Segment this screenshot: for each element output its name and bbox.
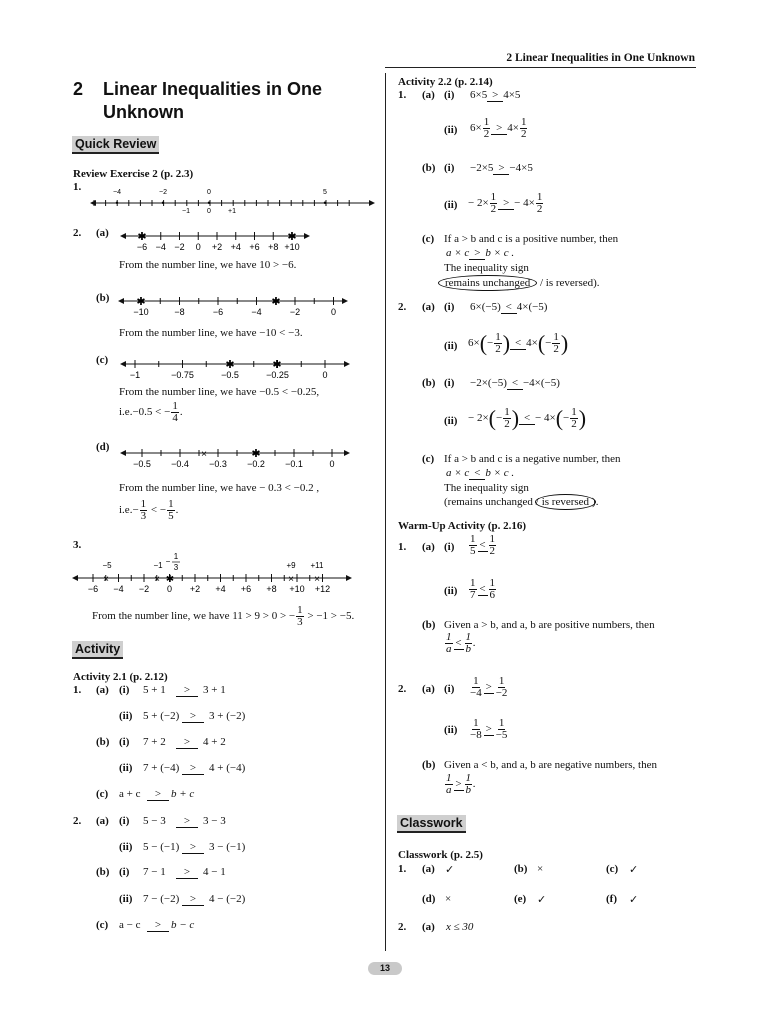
circled-answer: remains unchanged [438,275,537,291]
a21-q2-label: 2. [73,815,82,827]
a22-q1a-i: 6×5 > 4×5 [470,89,521,101]
part-label: (i) [444,301,455,313]
inequality-answer: > [182,762,204,775]
tick-label: −4 [155,242,166,252]
answer-blank [147,919,169,932]
a22-q2c-line4: (remains unchanged / is reversed ). [444,496,599,508]
point-marker: • [323,198,327,208]
part-label: (i) [444,162,455,174]
tick-label: +2 [189,584,201,594]
part-label: (ii) [444,724,458,736]
tick-label: −6 [212,307,224,317]
expression-rhs: 3 − 3 [203,815,226,827]
expression-lhs: 5 + 1 [143,684,166,696]
tick-label: −0.4 [171,459,189,469]
page-number: 13 [368,962,402,975]
q2c-ie: i.e.−0.5 < − $\frac{1}{4}$ . [119,400,183,424]
tick-label: −0.75 [171,370,194,380]
chapter-title-line2: Unknown [103,102,184,122]
point-marker: ✱ [137,231,147,243]
part-label: (i) [119,815,130,827]
part-label: (a) [422,921,435,933]
number-line-q2a [120,228,310,256]
q2b-label: (b) [96,292,110,304]
inequality-answer: > [176,684,198,697]
circled-answer: is reversed [535,494,596,510]
tick-label: +10 [289,584,305,594]
part-label: (b) [422,619,436,631]
a22-q1c-line3: The inequality sign [444,262,529,274]
part-label: (i) [119,736,130,748]
q3-label: 3. [73,539,82,551]
inequality-answer: > [182,893,204,906]
a22-q2c-line1: If a > b and c is a negative number, then [444,453,621,465]
classwork-q1-label: 1. [398,863,407,875]
part-label: (i) [119,684,130,696]
part-label: (c) [606,863,619,875]
expression-rhs: 3 + (−2) [209,710,246,722]
ie-text: i.e.−0.5 < − [119,406,171,419]
part-label: (a) [422,89,435,101]
tick-label: +1 [228,208,236,215]
answer-blank [182,762,204,775]
part-label: (b) [514,863,528,875]
part-label: (a) [96,684,109,696]
warmup-q1-label: 1. [398,541,407,553]
expression-lhs: 7 − 1 [143,866,166,878]
inequality-answer: > [147,919,169,932]
part-label: (a) [422,301,435,313]
part-label: (b) [96,866,110,878]
expression-rhs: 3 + 1 [203,684,226,696]
tick-label: 0 [207,208,211,215]
q2d-label: (d) [96,441,110,453]
point-marker: ✱ [272,359,282,371]
expression-rhs: 4 − (−2) [209,893,246,905]
a22-q2a-ii: 6×(− $\frac{1}{2}$ ) < 4×(− $\frac{1}{2}$ ) [468,330,569,356]
expression-lhs: 5 − (−1) [143,841,180,853]
expression-lhs: 5 + (−2) [143,710,180,722]
q2a-text: From the number line, we have 10 > −6. [119,259,297,271]
part-label: (ii) [444,340,458,352]
point-marker: ✱ [165,574,175,585]
a22-q2c-line3: The inequality sign [444,482,529,494]
warmup-q1a-i: $\frac{1}{5}$ < $\frac{1}{2}$ [470,533,495,557]
expression-rhs: b + c [171,788,195,800]
expression-lhs: a + c [119,788,141,800]
part-label: (e) [514,893,527,905]
point-marker: • [115,198,119,208]
part-label: (ii) [444,199,458,211]
a22-q1b-i: −2×5 > −4×5 [470,162,533,174]
answer-mark: ✓ [629,864,639,876]
a21-q1-label: 1. [73,684,82,696]
a22-q1-label: 1. [398,89,407,101]
point-marker: ✱ [225,359,235,371]
inequality-answer: > [182,710,204,723]
number-line-q1 [90,186,375,216]
tick-label: +8 [266,584,277,594]
tick-label: −6 [87,584,99,594]
activity-22-title: Activity 2.2 (p. 2.14) [398,76,493,88]
expression-rhs: b − c [171,919,195,931]
expression-rhs: 3 − (−1) [209,841,246,853]
tick-label: 0 [330,307,337,317]
part-label: (c) [422,453,435,465]
warmup-q2a-ii: $\frac{1}{-8}$ > $\frac{1}{-5}$ [470,717,508,741]
part-label: (b) [422,377,436,389]
warmup-q1b-expr: $\frac{1}{a}$ < $\frac{1}{b}$ . [446,631,476,655]
tick-label: −0.1 [285,459,303,469]
q1-label: 1. [73,181,82,193]
part-label: (a) [422,541,435,553]
answer-blank [147,788,169,801]
tick-label: 0 [322,370,328,380]
point-marker: ✱ [251,448,261,460]
tick-label: −6 [136,242,148,252]
mark-label: 1 [173,552,179,561]
part-label: (ii) [119,841,133,853]
inequality-answer: > [182,841,204,854]
tick-label: −10 [133,307,149,317]
part-label: (a) [422,683,435,695]
point-marker: × [154,574,160,585]
column-divider [385,73,386,951]
answer-blank [176,866,198,879]
number-line-q2c [120,356,350,384]
tick-label: +4 [230,242,241,252]
part-label: (i) [119,866,130,878]
tick-label: +2 [211,242,223,252]
warmup-title: Warm-Up Activity (p. 2.16) [398,520,527,532]
tick-label: −0.2 [247,459,265,469]
tick-label: −4 [113,584,124,594]
warmup-q1a-ii: $\frac{1}{7}$ < $\frac{1}{6}$ [470,577,495,601]
inequality-answer: > [176,815,198,828]
a22-q2b-ii: − 2×(− $\frac{1}{2}$ ) < − 4×(− $\frac{1}{2}$ ) [468,405,587,431]
answer-blank [176,684,198,697]
part-label: (ii) [444,124,458,136]
tick-label: −4 [113,189,121,196]
expression-rhs: 4 + 2 [203,736,226,748]
q2-label: 2. [73,227,82,239]
inequality-answer: > [147,788,169,801]
tick-label: +4 [215,584,226,594]
tick-label: −2 [138,584,150,594]
expression-lhs: a − c [119,919,141,931]
tick-label: −0.25 [266,370,289,380]
q2d-ie: i.e.− $\frac{1}{3}$ < − $\frac{1}{5}$ . [119,498,179,522]
section-quick-review: Quick Review [72,136,159,154]
tick-label: −8 [174,307,185,317]
tick-label: 0 [195,242,201,252]
part-label: (c) [422,233,435,245]
answer-blank [182,710,204,723]
q3-text: From the number line, we have 11 > 9 > 0 > − $\frac{1}{3}$ > −1 > −5. [92,604,355,628]
a22-q1c-line2: a × c > b × c . [446,247,515,259]
part-label: (b) [96,736,110,748]
mark-label: −5 [102,561,112,570]
tick-label: −2 [289,307,301,317]
tick-label: 0 [329,459,335,469]
tick-label: −0.3 [209,459,227,469]
a22-q1c-line1: If a > b and c is a positive number, then [444,233,619,245]
review-exercise-title: Review Exercise 2 (p. 2.3) [73,168,194,180]
mark-label: 3 [173,563,179,572]
classwork-q2a-answer: x ≤ 30 [446,921,474,933]
activity-21-title: Activity 2.1 (p. 2.12) [73,671,168,683]
part-label: (c) [96,788,109,800]
answer-mark: × [445,893,452,905]
answer-blank [182,841,204,854]
part-label: (c) [96,919,109,931]
answer-mark: × [537,863,544,875]
fraction: $\frac{1}{4}$ [172,400,178,424]
part-label: (ii) [119,893,133,905]
section-classwork: Classwork [397,815,466,833]
expression-rhs: 4 − 1 [203,866,226,878]
a22-q2c-line2: a × c < b × c . [446,467,515,479]
tick-label: −1 [129,370,141,380]
tick-label: +6 [249,242,260,252]
point-marker: × [201,449,207,460]
tick-label: 5 [323,189,327,196]
answer-blank [176,736,198,749]
warmup-q2-label: 2. [398,683,407,695]
mark-label: − [165,557,171,566]
inequality-answer: > [176,736,198,749]
answer-blank [182,893,204,906]
expression-rhs: 4 + (−4) [209,762,246,774]
point-marker: × [314,574,320,585]
a22-q2-label: 2. [398,301,407,313]
part-label: (a) [422,863,435,875]
running-header: 2 Linear Inequalities in One Unknown [506,52,695,64]
point-marker: × [103,574,109,585]
a22-q1a-ii: 6× $\frac{1}{2}$ > 4× $\frac{1}{2}$ [470,116,527,140]
part-label: (ii) [119,762,133,774]
tick-label: +6 [240,584,252,594]
tick-label: −2 [174,242,185,252]
q2c-label: (c) [96,354,109,366]
mark-label: −1 [153,561,163,570]
expression-lhs: 7 − (−2) [143,893,180,905]
a22-q2a-i: 6×(−5) < 4×(−5) [470,301,548,313]
part-label: (b) [422,162,436,174]
number-line-q2d [120,445,350,473]
tick-label: +8 [268,242,279,252]
expression-lhs: 7 + (−4) [143,762,180,774]
answer-mark: ✓ [537,894,547,906]
warmup-q2b-text: Given a < b, and a, b are negative numbers, then [444,759,657,771]
warmup-q1b-text: Given a > b, and a, b are positive numbers, then [444,619,655,631]
part-label: (i) [444,683,455,695]
a22-q1c-line4: remains unchanged / is reversed). [444,275,600,291]
classwork-title: Classwork (p. 2.5) [398,849,483,861]
part-label: (i) [444,541,455,553]
header-rule [385,67,696,68]
q2c-text: From the number line, we have −0.5 < −0.25, [119,386,320,398]
tick-label: +10 [284,242,300,252]
point-marker: ✱ [136,296,146,308]
tick-label: +12 [314,584,331,594]
expression-lhs: 7 + 2 [143,736,166,748]
inequality-answer: > [176,866,198,879]
part-label: (a) [96,815,109,827]
point-marker: ✱ [271,296,281,308]
tick-label: −4 [251,307,262,317]
number-line-q2b [118,293,348,321]
answer-blank [176,815,198,828]
tick-label: −2 [159,189,167,196]
a22-q2b-i: −2×(−5) < −4×(−5) [470,377,560,389]
answer-mark: ✓ [445,864,455,876]
expression-lhs: 5 − 3 [143,815,166,827]
number-line-q3 [72,552,352,596]
part-label: (b) [422,759,436,771]
warmup-q2b-expr: $\frac{1}{a}$ > $\frac{1}{b}$ . [446,772,476,796]
part-label: (f) [606,893,617,905]
mark-label: +11 [310,561,324,570]
chapter-title-line1: Linear Inequalities in One [103,79,323,99]
point-marker: • [207,198,211,208]
tick-label: −0.5 [221,370,239,380]
classwork-q2-label: 2. [398,921,407,933]
tick-label: 0 [207,189,211,196]
part-label: (ii) [444,585,458,597]
tick-label: 0 [166,584,173,594]
part-label: (i) [444,89,455,101]
q2b-text: From the number line, we have −10 < −3. [119,327,303,339]
part-label: (d) [422,893,436,905]
q2a-label: (a) [96,227,109,239]
warmup-q2a-i: $\frac{1}{-4}$ > $\frac{1}{-2}$ [470,675,508,699]
tick-label: −1 [182,208,190,215]
chapter-number: 2 [73,79,84,99]
answer-mark: ✓ [629,894,639,906]
q2d-text: From the number line, we have − 0.3 < −0.2 , [119,482,320,494]
section-activity: Activity [72,641,123,659]
point-marker: • [161,198,165,208]
point-marker: ✱ [287,231,297,243]
a22-q1b-ii: − 2× $\frac{1}{2}$ > − 4× $\frac{1}{2}$ [468,191,543,215]
point-marker: × [288,574,294,585]
tick-label: −0.5 [133,459,151,469]
part-label: (ii) [444,415,458,427]
part-label: (ii) [119,710,133,722]
mark-label: +9 [286,561,296,570]
part-label: (i) [444,377,455,389]
